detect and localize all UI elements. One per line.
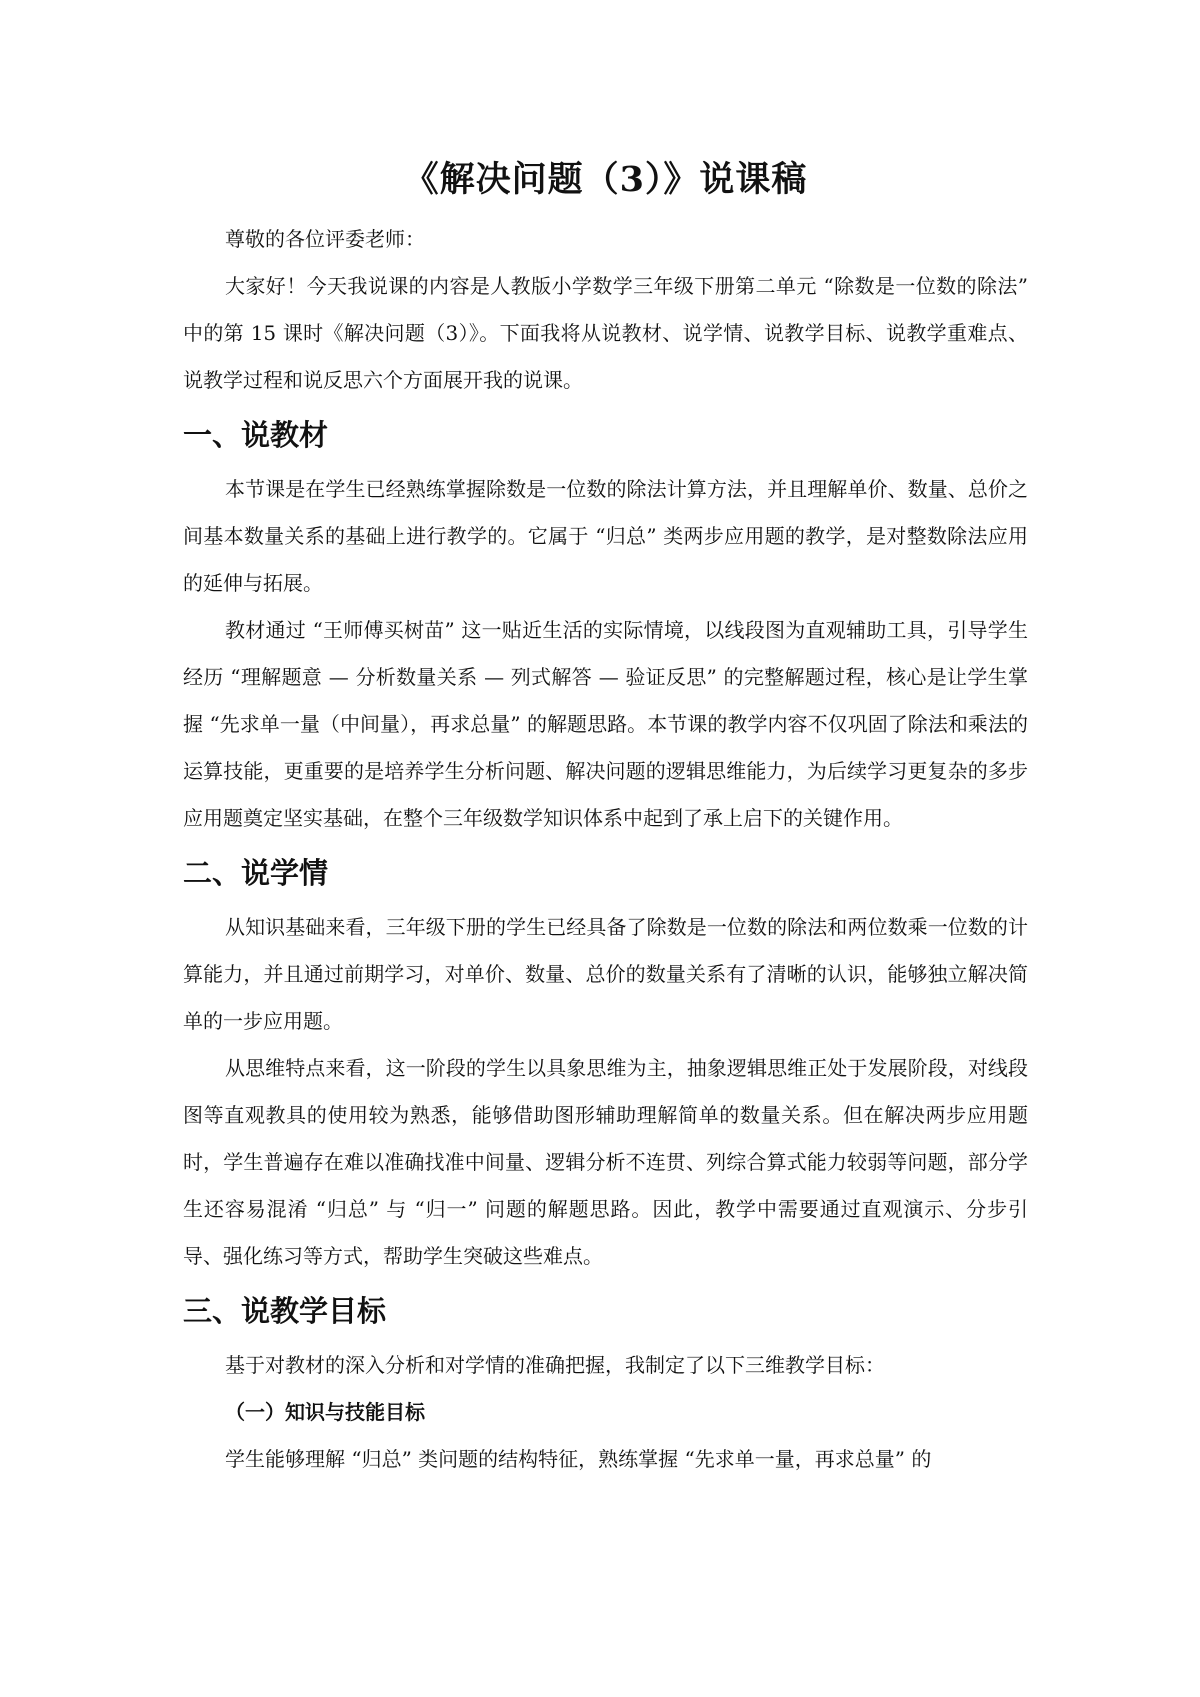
students-paragraph-2: 从思维特点来看，这一阶段的学生以具象思维为主，抽象逻辑思维正处于发展阶段，对线段图等直观教具的使用较为熟悉，能够借助图形辅助理解简单的数量关系。但在解决两步应用题时，学生普遍存在难以准确找准中间量、逻辑分析不连贯、列综合算式能力较弱等问题，部分学生还容易混淆 “归总” 与 “归一” 问题的解题思路。因此，教学中需要通过直观演示、分步引导、强化练习等方式，帮助学生突破这些难点。 bbox=[183, 1056, 1028, 1268]
subsection-heading-knowledge: （一）知识与技能目标 bbox=[225, 1400, 425, 1424]
document-body bbox=[183, 150, 1028, 1483]
document-title: 《解决问题（3）》说课稿 bbox=[403, 159, 808, 200]
intro-paragraph: 大家好！今天我说课的内容是人教版小学数学三年级下册第二单元 “除数是一位数的除法” 中的第 15 课时《解决问题（3）》。下面我将从说教材、说学情、说教学目标、说教学重难点、说教学过程和说反思六个方面展开我的说课。 bbox=[183, 274, 1028, 392]
textbook-paragraph-2: 教材通过 “王师傅买树苗” 这一贴近生活的实际情境，以线段图为直观辅助工具，引导学生经历 “理解题意 — 分析数量关系 — 列式解答 — 验证反思” 的完整解题过程，核心是让学生掌握 “先求单一量（中间量），再求总量” 的解题思路。本节课的教学内容不仅巩固了除法和乘法的运算技能，更重要的是培养学生分析问题、解决问题的逻辑思维能力，为后续学习更复杂的多步应用题奠定坚实基础，在整个三年级数学知识体系中起到了承上启下的关键作用。 bbox=[183, 618, 1028, 830]
section-heading-students: 二、说学情 bbox=[183, 856, 329, 890]
objectives-paragraph-2: 学生能够理解 “归总” 类问题的结构特征，熟练掌握 “先求单一量，再求总量” 的 bbox=[225, 1447, 932, 1471]
textbook-paragraph-1: 本节课是在学生已经熟练掌握除数是一位数的除法计算方法，并且理解单价、数量、总价之间基本数量关系的基础上进行教学的。它属于 “归总” 类两步应用题的教学，是对整数除法应用的延伸与拓展。 bbox=[183, 477, 1028, 595]
students-paragraph-1: 从知识基础来看，三年级下册的学生已经具备了除数是一位数的除法和两位数乘一位数的计算能力，并且通过前期学习，对单价、数量、总价的数量关系有了清晰的认识，能够独立解决简单的一步应用题。 bbox=[183, 915, 1028, 1033]
objectives-paragraph-1: 基于对教材的深入分析和对学情的准确把握，我制定了以下三维教学目标： bbox=[225, 1353, 885, 1377]
section-heading-objectives: 三、说教学目标 bbox=[183, 1294, 387, 1328]
greeting-line: 尊敬的各位评委老师： bbox=[225, 227, 425, 251]
section-heading-textbook: 一、说教材 bbox=[183, 418, 329, 452]
